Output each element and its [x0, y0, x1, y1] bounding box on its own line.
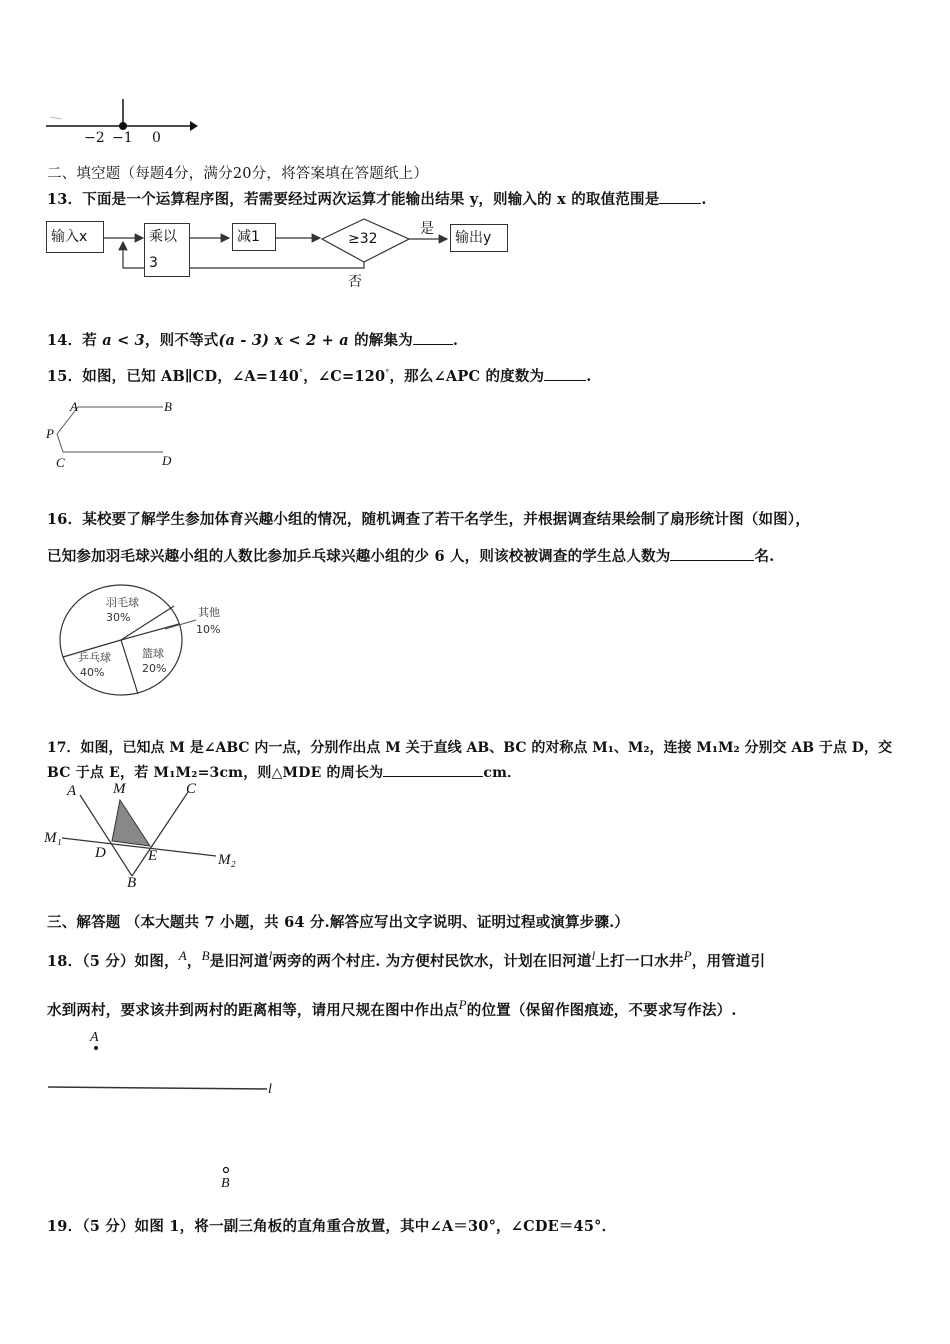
number-line-tick: −1 [112, 130, 133, 146]
q13-question: 13．下面是一个运算程序图，若需要经过两次运算才能输出结果 y，则输入的 x 的取值范围是 [47, 191, 660, 208]
pie-chart [50, 578, 240, 708]
pie-label: 其他 [198, 606, 220, 619]
number-line-tick: −2 [84, 130, 105, 146]
q15-label-c: C [56, 455, 65, 470]
pie-percent: 10% [196, 623, 221, 636]
q17-label-c: C [186, 781, 197, 797]
answer-blank [544, 368, 586, 381]
q17-line1: 17．如图，已知点 M 是∠ABC 内一点，分别作出点 M 关于直线 AB、BC 的对称点 M₁、M₂，连接 M₁M₂ 分别交 AB 于点 D，交 [47, 740, 892, 756]
q18-label-a: A [90, 1030, 99, 1045]
q14-end: . [452, 332, 459, 349]
q18-var-p: P [458, 997, 467, 1012]
answer-blank [670, 548, 754, 561]
q15-mid: ，∠C=120 [303, 368, 386, 385]
q17-label-m1: M₁ [44, 830, 62, 846]
q17-question: BC 于点 E，若 M₁M₂=3cm，则△MDE 的周长为 [47, 765, 384, 781]
number-line-tick: 0 [152, 130, 161, 146]
flowchart-arrows [0, 0, 950, 300]
q18-var-b: B [201, 948, 210, 963]
q18-part: 的位置（保留作图痕迹，不要求写作法）. [466, 1001, 737, 1019]
q19-text: 19．（5 分）如图 1，将一副三角板的直角重合放置，其中∠A＝30°，∠CDE＝45°． [47, 1218, 617, 1235]
q17-label-b: B [127, 875, 137, 891]
q18-part: ，用管道引 [691, 952, 766, 970]
q18-line2 [47, 997, 737, 1020]
q15-suffix: ，那么∠APC 的度数为 [389, 368, 545, 385]
pie-label: 篮球 [142, 647, 164, 660]
flow-subtract-box: 减1 [232, 223, 276, 251]
q14-mid: ，则不等式 [144, 332, 219, 349]
q15-label-d: D [162, 453, 172, 468]
q17-label-m: M [113, 781, 126, 797]
q17-label-m2: M₂ [218, 852, 236, 868]
q15-degree: ° [299, 368, 304, 378]
q18-var-l: l [591, 948, 596, 963]
q18-var-a: A [178, 948, 187, 963]
q14-suffix: 的解集为 [354, 332, 413, 349]
q14-condition: a < 3 [102, 332, 145, 349]
q18-label-l: l [268, 1082, 272, 1097]
q18-var-p: P [683, 948, 692, 963]
q18-sep: ， [186, 952, 202, 970]
section2-heading: 二、填空题（每题4分，满分20分，将答案填在答题纸上） [47, 166, 429, 182]
flow-no-label: 否 [348, 274, 362, 290]
q18-part: 水到两村，要求该井到两村的距离相等，请用尺规在图中作出点 [47, 1001, 459, 1019]
q18-part: 是旧河道 [209, 952, 269, 970]
q13-end: . [701, 191, 707, 208]
q17-label-e: E [148, 848, 158, 864]
q15-end: . [586, 368, 592, 385]
q18-part: 上打一口水井 [595, 952, 684, 970]
section3-heading: 三、解答题 （本大题共 7 小题，共 64 分.解答应写出文字说明、证明过程或演算步骤.） [47, 914, 630, 931]
q18-label-b: B [221, 1176, 230, 1191]
flow-condition-label: ≥32 [348, 231, 378, 247]
q17-label-a: A [67, 783, 77, 799]
q16-end: 名. [754, 548, 775, 565]
pie-label: 羽毛球 [106, 596, 139, 609]
pie-percent: 30% [106, 611, 131, 624]
q15-text [47, 365, 592, 386]
flow-yes-label: 是 [420, 221, 434, 237]
pie-label: 乒乓球 [78, 651, 111, 664]
q18-figure [40, 1030, 300, 1200]
q15-label-p: P [46, 426, 54, 441]
flow-output-box: 输出y [450, 224, 508, 252]
q17-label-d: D [95, 845, 106, 861]
flow-input-box: 输入x [46, 221, 104, 253]
q15-prefix: 15．如图，已知 AB∥CD，∠A=140 [47, 368, 300, 385]
q18-var-l: l [268, 948, 273, 963]
q14-prefix: 14．若 [47, 332, 97, 349]
q17-end: cm． [483, 765, 522, 781]
pie-percent: 20% [142, 662, 167, 675]
q18-line1 [47, 948, 765, 971]
q14-text [47, 329, 458, 350]
q16-question: 已知参加羽毛球兴趣小组的人数比参加乒乓球兴趣小组的少 6 人，则该校被调查的学生总人数为 [47, 548, 671, 565]
q15-label-b: B [164, 399, 172, 414]
q18-part: 两旁的两个村庄. 为方便村民饮水，计划在旧河道 [272, 952, 592, 970]
q15-label-a: A [70, 399, 78, 414]
q18-part: 18．（5 分）如图， [47, 952, 179, 970]
q16-line1: 16．某校要了解学生参加体育兴趣小组的情况，随机调查了若干名学生，并根据调查结果绘制了扇形统计图（如图）， [47, 511, 811, 528]
q16-line2 [47, 545, 774, 566]
answer-blank [383, 764, 483, 777]
q17-line2 [47, 762, 521, 782]
q15-degree: ° [385, 368, 390, 378]
answer-blank [413, 332, 453, 345]
flow-multiply-box: 乘以3 [144, 223, 190, 277]
pie-percent: 40% [80, 666, 105, 679]
q14-inequality: (a - 3) x < 2 + a [218, 332, 349, 349]
